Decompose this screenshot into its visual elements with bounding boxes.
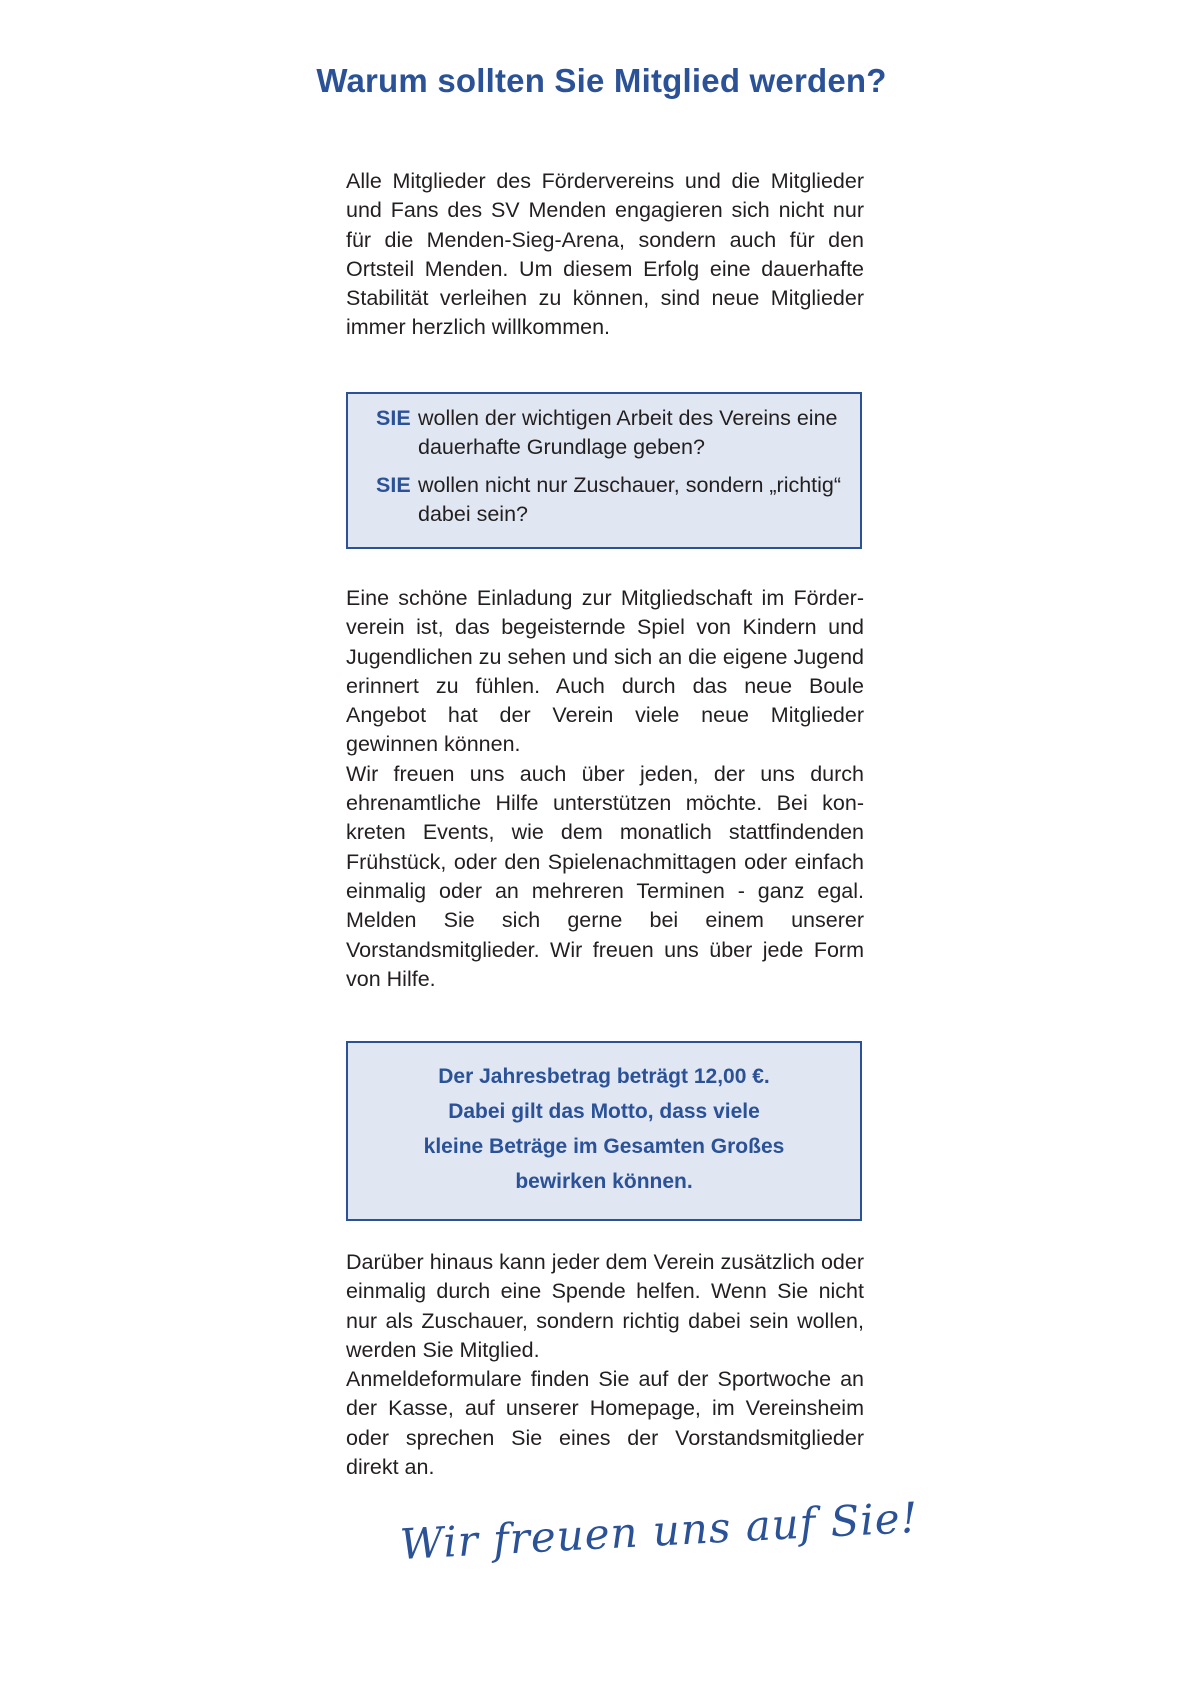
fee-line: Der Jahresbetrag beträgt 12,00 €. <box>438 1065 770 1088</box>
main-body-section <box>346 584 864 994</box>
fee-line: bewirken können. <box>515 1170 693 1193</box>
volunteer-paragraph: Wir freuen uns auch über jeden, der uns durch ehrenamtliche Hilfe unterstützen möchte. Bei konkreten Events, wie dem monatlich stattfindenden Frühstück, oder den Spielenachmittagen oder einfach einmalig oder an mehreren Terminen - ganz egal. Melden Sie sich gerne bei einem unserer Vorstandsmitglieder. Wir freuen uns über jede Form von Hilfe. <box>346 761 864 991</box>
question-keyword: SIE <box>376 472 411 497</box>
closing-body-section <box>346 1248 864 1482</box>
fee-line: Dabei gilt das Motto, dass viele <box>448 1100 760 1123</box>
question-text: wollen nicht nur Zuschauer, sondern „richtig“ dabei sein? <box>418 472 842 526</box>
membership-fee-box <box>346 1041 862 1221</box>
intro-section <box>346 167 864 343</box>
donation-paragraph: Darüber hinaus kann jeder dem Verein zusätzlich oder einmalig durch eine Spende helfen. Wenn Sie nicht nur als Zuschauer, sondern richtig dabei sein wollen, werden Sie Mitglied. <box>346 1250 864 1362</box>
page-title: Warum sollten Sie Mitglied werden? <box>316 62 887 99</box>
registration-paragraph: Anmeldeformulare finden Sie auf der Sportwoche an der Kasse, auf unserer Homepage, im Vereinsheim oder sprechen Sie eines der Vorstandsmitglieder direkt an. <box>346 1367 864 1480</box>
invitation-paragraph: Eine schöne Einladung zur Mitgliedschaft im Förderverein ist, das begeisternde Spiel von Kindern und Jugendlichen zu sehen und sich an die eigene Jugend erinnert zu fühlen. Auch durch das neue Boule Angebot hat der Verein viele neue Mitglieder gewinnen können. <box>346 586 864 757</box>
question-keyword: SIE <box>376 406 411 430</box>
question-box <box>346 392 862 549</box>
fee-line: kleine Beträge im Gesamten Großes <box>423 1135 785 1158</box>
question-row <box>376 404 842 463</box>
handwritten-signoff: Wir freuen uns auf Sie! <box>398 1492 920 1569</box>
intro-paragraph: Alle Mitglieder des Fördervereins und die Mitglieder und Fans des SV Menden engagieren sich nicht nur für die Menden-Sieg-Arena, sondern auch für den Ortsteil Menden. Um diesem Erfolg eine dauerhafte Stabilität verleihen zu können, sind neue Mitglieder immer herzlich willkommen. <box>346 169 864 340</box>
question-text: wollen der wichtigen Arbeit des Vereins eine dauerhafte Grundlage geben? <box>418 406 838 460</box>
question-row <box>376 471 842 530</box>
